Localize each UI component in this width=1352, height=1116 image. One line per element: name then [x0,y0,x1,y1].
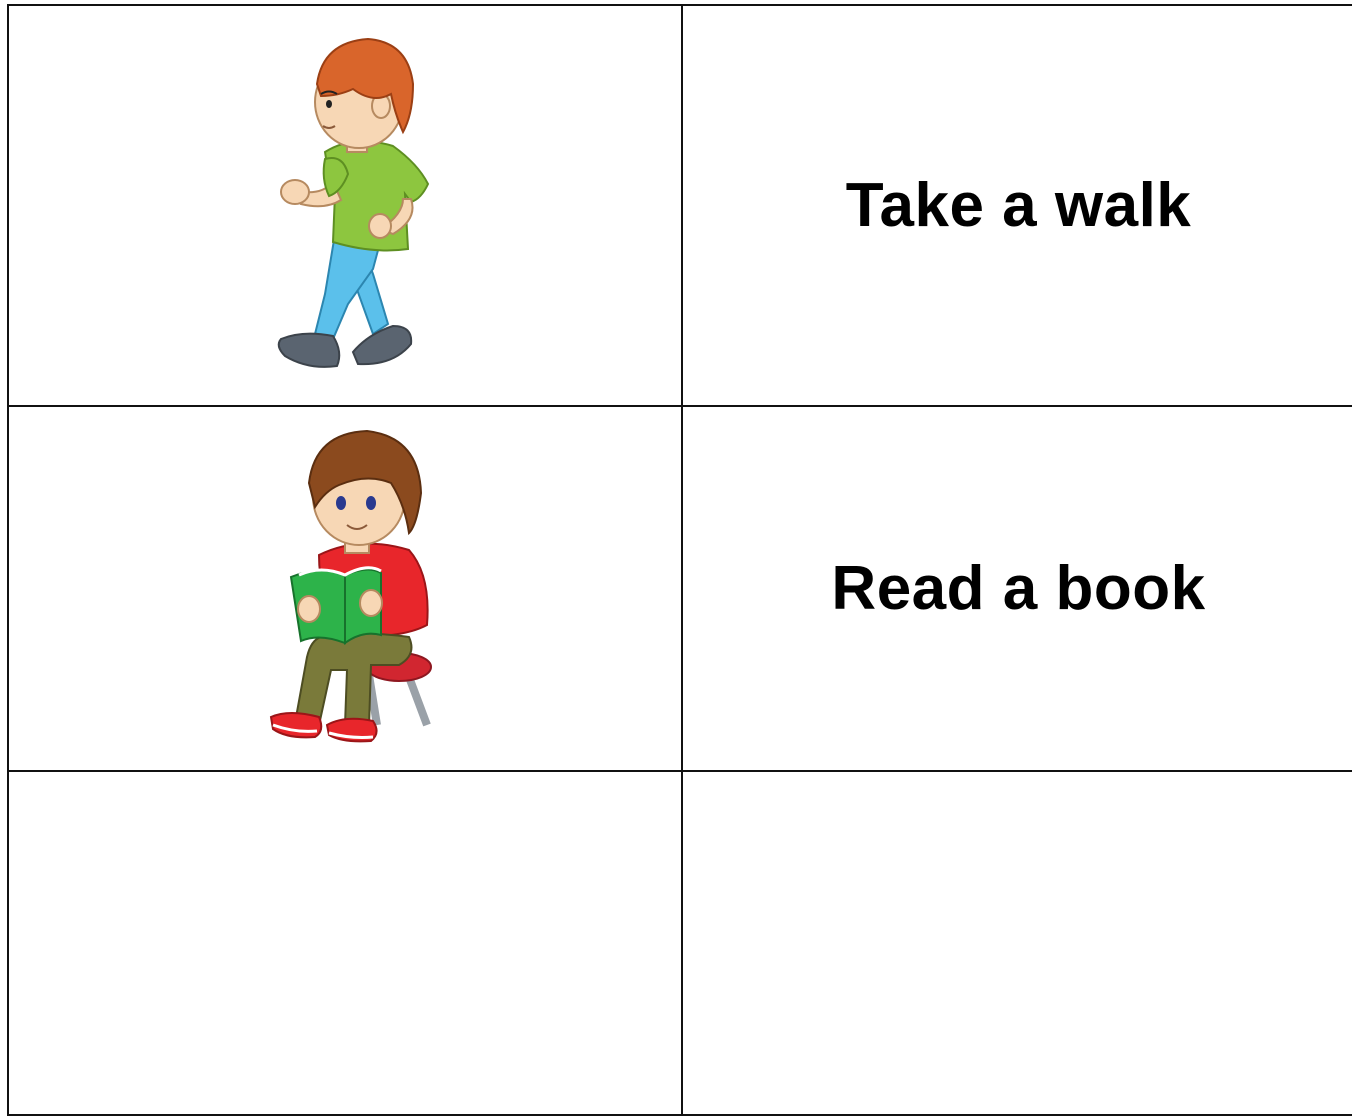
caption-cell-walk [682,5,1352,406]
caption-text: Read a book [831,554,1206,623]
card-row-empty [8,771,1352,1115]
boy-walking-illustration [263,34,433,379]
activity-card-grid [7,4,1352,1116]
picture-cell-empty [8,771,682,1115]
caption-cell-read [682,406,1352,771]
boy-reading-illustration [259,425,439,747]
caption-text: Take a walk [845,171,1192,240]
caption-cell-empty [682,771,1352,1115]
card-row-read [8,406,1352,771]
card-row-walk [8,5,1352,406]
picture-cell-walk [8,5,682,406]
picture-cell-read [8,406,682,771]
